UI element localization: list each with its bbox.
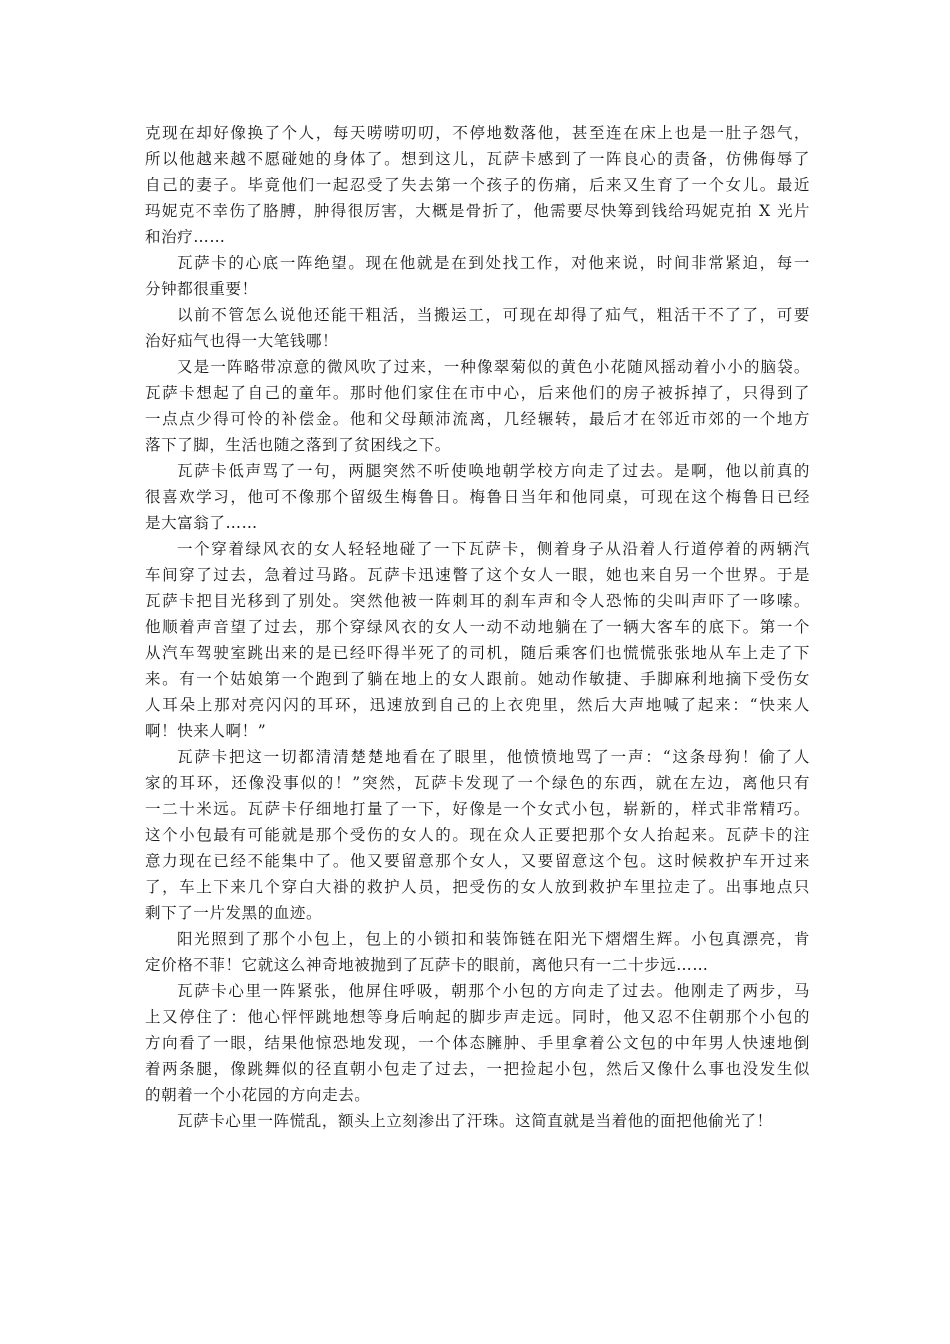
- text-line: 家的耳环，还像没事似的！”突然，瓦萨卡发现了一个绿色的东西，就在左边，离他只有: [145, 774, 810, 792]
- text-line: 意力现在已经不能集中了。他又要留意那个女人，又要留意这个包。这时候救护车开过来: [145, 852, 810, 870]
- text-line: 落下了脚，生活也随之落到了贫困线之下。: [145, 436, 451, 454]
- text-line: 人耳朵上那对亮闪闪的耳环，迅速放到自己的上衣兜里，然后大声地喊了起来：“快来人: [145, 696, 810, 714]
- text-line: 从汽车驾驶室跳出来的是已经吓得半死了的司机，随后乘客们也慌慌张张地从车上走了下: [145, 644, 810, 662]
- text-line: 了，车上下来几个穿白大褂的救护人员，把受伤的女人放到救护车里拉走了。出事地点只: [145, 878, 810, 896]
- text-line: 自己的妻子。毕竟他们一起忍受了失去第一个孩子的伤痛，后来又生育了一个女儿。最近: [145, 176, 810, 194]
- text-line: 以前不管怎么说他还能干粗活，当搬运工，可现在却得了疝气，粗活干不了了，可要: [177, 306, 810, 324]
- text-line: 瓦萨卡的心底一阵绝望。现在他就是在到处找工作，对他来说，时间非常紧迫，每一: [177, 254, 810, 272]
- text-line: 来。有一个姑娘第一个跑到了躺在地上的女人跟前。她动作敏捷、手脚麻利地摘下受伤女: [145, 670, 810, 688]
- text-line: 着两条腿，像跳舞似的径直朝小包走了过去，一把捡起小包，然后又像什么事也没发生似: [145, 1060, 810, 1078]
- text-line: 玛妮克不幸伤了胳膊，肿得很厉害，大概是骨折了，他需要尽快筹到钱给玛妮克拍 X 光片: [145, 202, 810, 220]
- text-line: 很喜欢学习，他可不像那个留级生梅鲁日。梅鲁日当年和他同桌，可现在这个梅鲁日已经: [145, 488, 810, 506]
- text-line: 这个小包最有可能就是那个受伤的女人的。现在众人正要把那个女人抬起来。瓦萨卡的注: [145, 826, 810, 844]
- text-line: 定价格不菲！它就这么神奇地被抛到了瓦萨卡的眼前，离他只有一二十步远……: [145, 956, 709, 974]
- text-line: 瓦萨卡把目光移到了别处。突然他被一阵刺耳的刹车声和令人恐怖的尖叫声吓了一哆嗦。: [145, 592, 810, 610]
- text-line: 克现在却好像换了个人，每天唠唠叨叨，不停地数落他，甚至连在床上也是一肚子怨气，: [145, 124, 810, 142]
- text-line: 瓦萨卡想起了自己的童年。那时他们家住在市中心，后来他们的房子被拆掉了，只得到了: [145, 384, 810, 402]
- text-line: 所以他越来越不愿碰她的身体了。想到这儿，瓦萨卡感到了一阵良心的责备，仿佛侮辱了: [145, 150, 810, 168]
- text-line: 一个穿着绿风衣的女人轻轻地碰了一下瓦萨卡，侧着身子从沿着人行道停着的两辆汽: [177, 540, 810, 558]
- text-line: 瓦萨卡低声骂了一句，两腿突然不听使唤地朝学校方向走了过去。是啊，他以前真的: [177, 462, 810, 480]
- text-line: 的朝着一个小花园的方向走去。: [145, 1086, 371, 1104]
- text-line: 上又停住了：他心怦怦跳地想等身后响起的脚步声走远。同时，他又忍不住朝那个小包的: [145, 1008, 810, 1026]
- text-line: 阳光照到了那个小包上，包上的小锁扣和装饰链在阳光下熠熠生辉。小包真漂亮，肯: [177, 930, 810, 948]
- text-line: 治好疝气也得一大笔钱哪！: [145, 332, 339, 350]
- text-line: 他顺着声音望了过去，那个穿绿风衣的女人一动不动地躺在了一辆大客车的底下。第一个: [145, 618, 810, 636]
- text-line: 瓦萨卡把这一切都清清楚楚地看在了眼里，他愤愤地骂了一声：“这条母狗！偷了人: [177, 748, 810, 766]
- text-line: 分钟都很重要！: [145, 280, 258, 298]
- text-line: 车间穿了过去，急着过马路。瓦萨卡迅速瞥了这个女人一眼，她也来自另一个世界。于是: [145, 566, 810, 584]
- text-line: 啊！快来人啊！”: [145, 722, 267, 740]
- text-line: 和治疗……: [145, 228, 226, 246]
- text-line: 一二十米远。瓦萨卡仔细地打量了一下，好像是一个女式小包，崭新的，样式非常精巧。: [145, 800, 810, 818]
- text-line: 一点点少得可怜的补偿金。他和父母颠沛流离，几经辗转，最后才在邻近市郊的一个地方: [145, 410, 810, 428]
- text-line: 方向看了一眼，结果他惊恐地发现，一个体态臃肿、手里拿着公文包的中年男人快速地倒: [145, 1034, 810, 1052]
- text-line: 又是一阵略带凉意的微风吹了过来，一种像翠菊似的黄色小花随风摇动着小小的脑袋。: [177, 358, 810, 376]
- text-line: 是大富翁了……: [145, 514, 258, 532]
- text-line: 瓦萨卡心里一阵紧张，他屏住呼吸，朝那个小包的方向走了过去。他刚走了两步，马: [177, 982, 810, 1000]
- text-line: 瓦萨卡心里一阵慌乱，额头上立刻渗出了汗珠。这简直就是当着他的面把他偷光了！: [177, 1112, 773, 1130]
- body-text: [145, 120, 810, 1134]
- text-line: 剩下了一片发黑的血迹。: [145, 904, 323, 922]
